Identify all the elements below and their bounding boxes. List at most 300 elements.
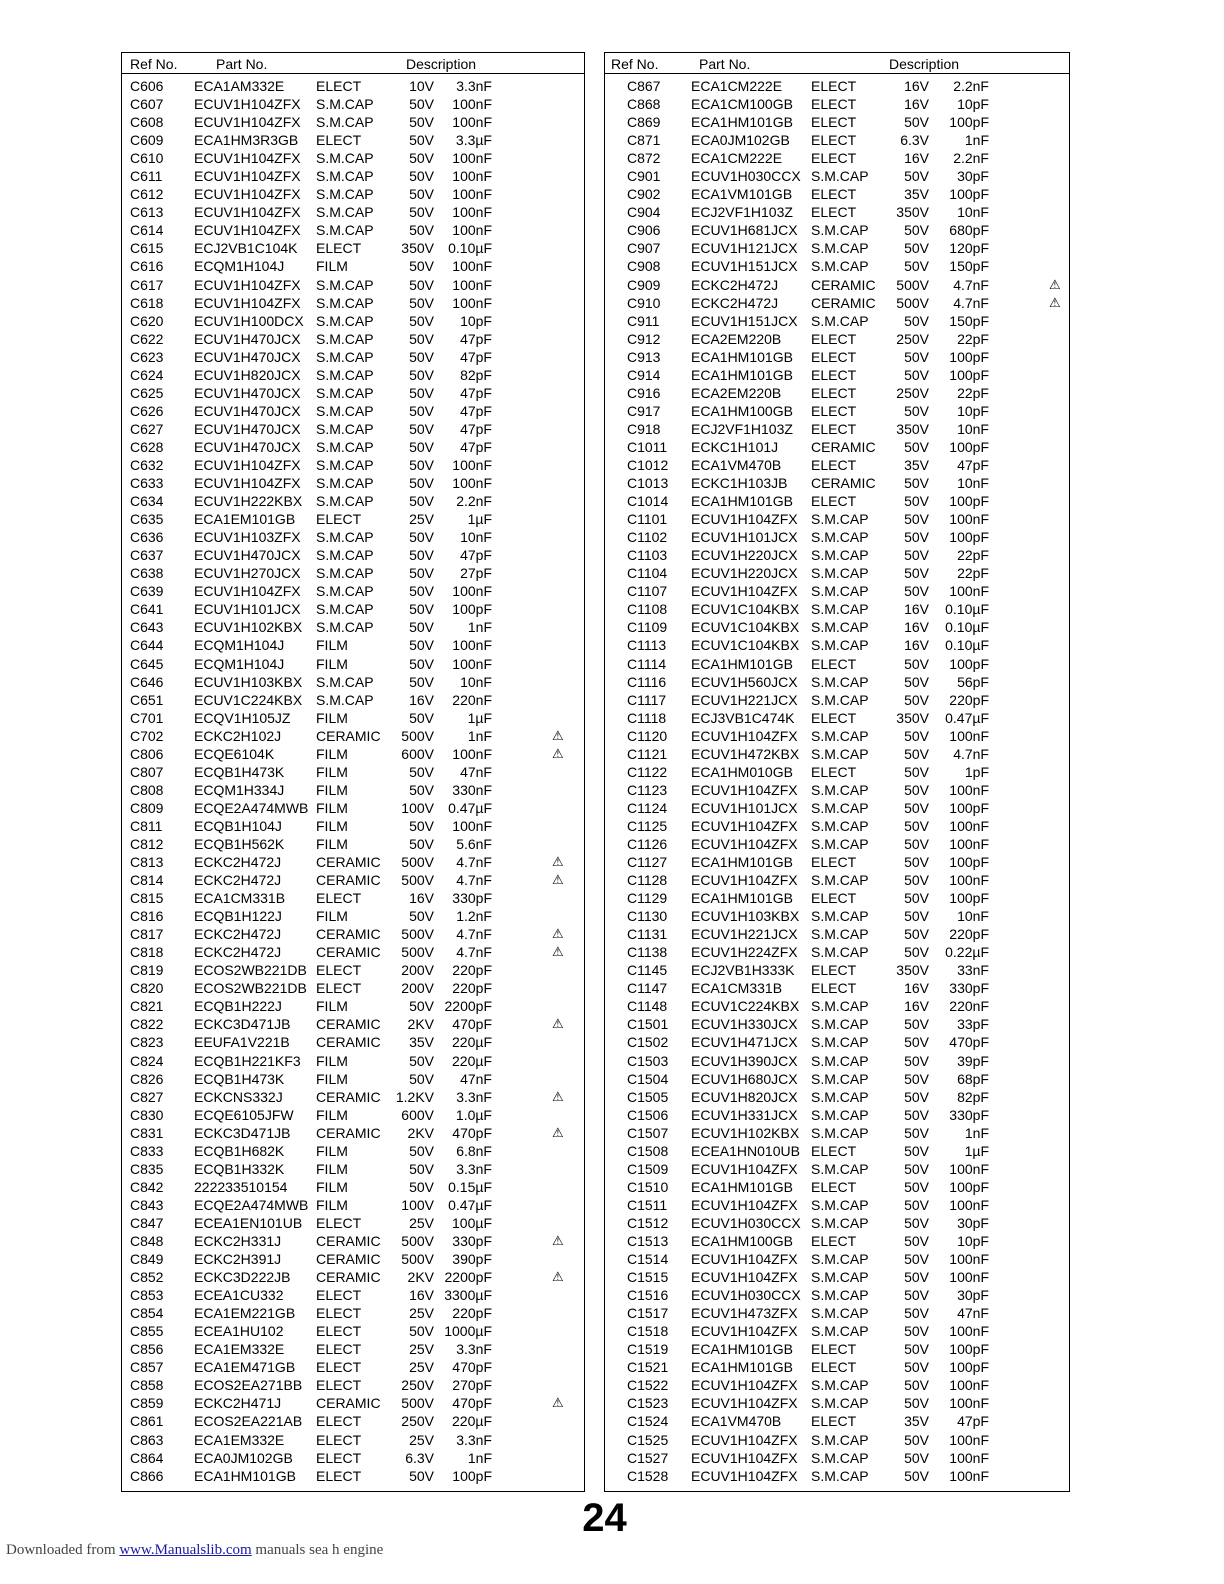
value: 100nF <box>452 294 492 311</box>
ref-no: C1102 <box>627 529 668 546</box>
value: 82pF <box>957 1088 989 1105</box>
component-type: S.M.CAP <box>811 583 869 600</box>
ref-no: C816 <box>130 908 164 925</box>
voltage: 6.3V <box>900 132 929 149</box>
component-type: FILM <box>316 1196 348 1213</box>
value: 10nF <box>957 204 989 221</box>
ref-no: C1505 <box>627 1088 669 1105</box>
part-no: ECA1CM331B <box>691 980 783 997</box>
component-type: S.M.CAP <box>811 168 869 185</box>
value: 100nF <box>949 817 989 834</box>
voltage: 50V <box>904 1160 929 1177</box>
ref-no: C633 <box>130 475 164 492</box>
voltage: 50V <box>904 240 929 257</box>
ref-no: C901 <box>627 168 661 185</box>
component-type: CERAMIC <box>316 1269 381 1286</box>
value: 1nF <box>467 619 492 636</box>
part-no: ECUV1H104ZFX <box>691 1196 798 1213</box>
table-row <box>122 1214 584 1232</box>
part-no: ECKC3D471JB <box>194 1016 291 1033</box>
part-no: ECUV1H104ZFX <box>691 1395 798 1412</box>
voltage: 50V <box>904 1106 929 1123</box>
ref-no: C917 <box>627 402 661 419</box>
ref-no: C824 <box>130 1052 164 1069</box>
voltage: 50V <box>904 1377 929 1394</box>
voltage: 50V <box>409 204 434 221</box>
voltage: 50V <box>904 872 929 889</box>
table-row <box>122 781 584 799</box>
ref-no: C1122 <box>627 763 668 780</box>
table-row <box>122 1033 584 1051</box>
part-no: ECUV1H104ZFX <box>691 583 798 600</box>
ref-no: C826 <box>130 1070 164 1087</box>
component-type: S.M.CAP <box>811 1196 869 1213</box>
component-type: ELECT <box>811 890 857 907</box>
value: 100pF <box>949 114 989 131</box>
part-no: ECUV1H473ZFX <box>691 1305 798 1322</box>
value: 3300µF <box>444 1287 492 1304</box>
part-no: ECA0JM102GB <box>194 1449 293 1466</box>
ref-no: C833 <box>130 1142 164 1159</box>
part-no: ECUV1H104ZFX <box>691 1431 798 1448</box>
voltage: 50V <box>904 890 929 907</box>
part-no: ECA1HM101GB <box>691 854 793 871</box>
value: 100nF <box>452 258 492 275</box>
value: 100nF <box>452 456 492 473</box>
value: 47nF <box>460 1070 492 1087</box>
ref-no: C701 <box>130 709 164 726</box>
part-no: ECKC2H472J <box>691 276 779 293</box>
voltage: 50V <box>409 420 434 437</box>
voltage: 250V <box>896 384 929 401</box>
value: 1nF <box>467 727 492 744</box>
part-no: ECUV1H472KBX <box>691 745 800 762</box>
value: 47pF <box>460 384 492 401</box>
table-row <box>605 1358 1069 1376</box>
voltage: 10V <box>409 78 434 94</box>
ref-no: C1121 <box>627 745 668 762</box>
value: 10nF <box>957 420 989 437</box>
part-no: ECKC3D471JB <box>194 1124 291 1141</box>
ref-no: C618 <box>130 294 164 311</box>
value: 220µF <box>452 1034 492 1051</box>
component-type: S.M.CAP <box>811 511 869 528</box>
table-row <box>122 853 584 871</box>
value: 100nF <box>452 204 492 221</box>
safety-warning-icon: ⚠ <box>552 1233 564 1248</box>
voltage: 25V <box>409 511 434 528</box>
part-no: ECUV1H104ZFX <box>194 186 301 203</box>
component-type: ELECT <box>316 890 362 907</box>
value: 10nF <box>957 908 989 925</box>
part-no: ECUV1H104ZFX <box>691 1269 798 1286</box>
ref-no: C1114 <box>627 655 667 672</box>
page-number: 24 <box>582 1496 627 1540</box>
table-row <box>122 167 584 185</box>
header-description: Description <box>406 56 477 72</box>
value: 10nF <box>460 529 492 546</box>
ref-no: C625 <box>130 384 164 401</box>
component-type: S.M.CAP <box>811 637 869 654</box>
ref-no: C827 <box>130 1088 164 1105</box>
value: 220µF <box>452 1052 492 1069</box>
value: 100nF <box>452 150 492 167</box>
header-part-no: Part No. <box>699 56 751 72</box>
value: 330pF <box>452 1233 492 1249</box>
value: 470pF <box>452 1359 492 1376</box>
table-row <box>605 1376 1069 1394</box>
part-no: ECKC2H472J <box>194 872 282 889</box>
part-no: ECQE2A474MWB <box>194 799 309 816</box>
component-type: S.M.CAP <box>316 601 374 618</box>
table-row <box>122 1160 584 1178</box>
component-type: S.M.CAP <box>811 529 869 546</box>
part-no: ECUV1H270JCX <box>194 565 301 582</box>
ref-no: C1011 <box>627 438 668 455</box>
ref-no: C1124 <box>627 799 668 816</box>
value: 47pF <box>957 1413 989 1430</box>
table-row <box>122 203 584 221</box>
voltage: 50V <box>409 330 434 347</box>
component-type: S.M.CAP <box>811 872 869 889</box>
ref-no: C1510 <box>627 1178 669 1195</box>
part-no: ECUV1H470JCX <box>194 330 301 347</box>
table-row <box>122 763 584 781</box>
component-type: FILM <box>316 908 348 925</box>
value: 220pF <box>949 926 989 943</box>
voltage: 350V <box>896 204 929 221</box>
voltage: 100V <box>401 1196 434 1213</box>
ref-no: C843 <box>130 1196 164 1213</box>
table-row <box>605 1304 1069 1322</box>
voltage: 50V <box>904 475 929 492</box>
component-type: S.M.CAP <box>316 438 374 455</box>
voltage: 500V <box>401 1233 434 1249</box>
part-no: ECUV1H104ZFX <box>194 204 301 221</box>
table-row <box>605 745 1069 763</box>
component-type: S.M.CAP <box>316 348 374 365</box>
voltage: 50V <box>409 547 434 564</box>
voltage: 16V <box>904 980 929 997</box>
part-no: ECOS2WB221DB <box>194 962 307 979</box>
value: 0.47µF <box>448 799 492 816</box>
component-type: ELECT <box>811 709 857 726</box>
safety-warning-icon: ⚠ <box>552 872 564 888</box>
table-row <box>122 961 584 979</box>
voltage: 50V <box>904 1395 929 1412</box>
ref-no: C641 <box>130 601 164 618</box>
component-type: ELECT <box>811 1359 857 1376</box>
value: 470pF <box>452 1395 492 1412</box>
part-no: ECUV1H104ZFX <box>691 1323 798 1340</box>
part-no: ECUV1H104ZFX <box>691 835 798 852</box>
value: 22pF <box>957 547 989 564</box>
value: 6.8nF <box>456 1142 492 1159</box>
voltage: 50V <box>409 1070 434 1087</box>
part-no: ECA1EM471GB <box>194 1359 296 1376</box>
value: 1nF <box>467 1449 492 1466</box>
voltage: 50V <box>904 1196 929 1213</box>
value: 330nF <box>452 781 492 798</box>
part-no: ECKC2H102J <box>194 727 282 744</box>
value: 100nF <box>949 781 989 798</box>
ref-no: C1515 <box>627 1269 669 1286</box>
voltage: 50V <box>409 1467 434 1484</box>
component-type: CERAMIC <box>316 727 381 744</box>
component-type: ELECT <box>811 96 857 113</box>
table-header <box>122 53 584 74</box>
voltage: 50V <box>904 1142 929 1159</box>
value: 100pF <box>452 1467 492 1484</box>
part-no: ECA1HM3R3GB <box>194 132 299 149</box>
ref-no: C1518 <box>627 1323 669 1340</box>
component-type: ELECT <box>316 1323 362 1340</box>
value: 0.47µF <box>945 709 989 726</box>
component-type: S.M.CAP <box>316 276 374 293</box>
table-row <box>122 474 584 492</box>
voltage: 50V <box>409 835 434 852</box>
component-type: CERAMIC <box>811 294 876 311</box>
value: 27pF <box>460 565 492 582</box>
table-row <box>122 131 584 149</box>
table-row <box>605 1088 1069 1106</box>
component-type: S.M.CAP <box>316 384 374 401</box>
voltage: 50V <box>904 1088 929 1105</box>
component-type: S.M.CAP <box>811 745 869 762</box>
component-type: S.M.CAP <box>316 312 374 329</box>
header-ref-no: Ref No. <box>611 56 659 72</box>
voltage: 50V <box>409 817 434 834</box>
voltage: 500V <box>401 1395 434 1412</box>
component-type: ELECT <box>811 132 857 149</box>
ref-no: C702 <box>130 727 164 744</box>
ref-no: C1117 <box>627 691 667 708</box>
value: 56pF <box>957 673 989 690</box>
value: 47pF <box>460 547 492 564</box>
value: 100nF <box>949 1395 989 1412</box>
ref-no: C638 <box>130 565 164 582</box>
header-description: Description <box>889 56 960 72</box>
ref-no: C1127 <box>627 854 668 871</box>
value: 100nF <box>452 168 492 185</box>
part-no: ECUV1H820JCX <box>194 366 301 383</box>
table-row <box>122 456 584 474</box>
ref-no: C916 <box>627 384 661 401</box>
part-no: ECUV1H104ZFX <box>194 276 301 293</box>
table-row <box>122 709 584 727</box>
safety-warning-icon: ⚠ <box>552 944 564 960</box>
voltage: 50V <box>409 1052 434 1069</box>
part-no: ECA1HM100GB <box>691 402 793 419</box>
voltage: 16V <box>904 96 929 113</box>
ref-no: C1128 <box>627 872 668 889</box>
value: 1.2nF <box>456 908 492 925</box>
voltage: 50V <box>904 1052 929 1069</box>
value: 10nF <box>460 673 492 690</box>
component-type: FILM <box>316 745 348 762</box>
ref-no: C617 <box>130 276 164 293</box>
component-type: ELECT <box>316 1287 362 1304</box>
component-type: S.M.CAP <box>811 781 869 798</box>
voltage: 50V <box>904 366 929 383</box>
value: 4.7nF <box>456 872 492 889</box>
component-type: ELECT <box>811 366 857 383</box>
ref-no: C866 <box>130 1467 164 1484</box>
ref-no: C612 <box>130 186 164 203</box>
ref-no: C626 <box>130 402 164 419</box>
voltage: 50V <box>904 1305 929 1322</box>
part-no: ECQE6105JFW <box>194 1106 294 1123</box>
part-no: ECA1CM222E <box>691 78 783 94</box>
part-no: ECA1HM101GB <box>691 114 793 131</box>
component-type: S.M.CAP <box>811 1287 869 1304</box>
component-type: S.M.CAP <box>316 114 374 131</box>
part-no: ECA1HM101GB <box>691 348 793 365</box>
voltage: 16V <box>409 691 434 708</box>
part-no: ECKC2H472J <box>194 944 282 961</box>
voltage: 35V <box>409 1034 434 1051</box>
ref-no: C872 <box>627 150 661 167</box>
component-type: CERAMIC <box>316 1088 381 1105</box>
value: 220µF <box>452 1413 492 1430</box>
ref-no: C908 <box>627 258 661 275</box>
value: 4.7nF <box>456 854 492 871</box>
table-row <box>605 727 1069 745</box>
value: 3.3nF <box>456 78 492 94</box>
ref-no: C914 <box>627 366 661 383</box>
table-row <box>605 979 1069 997</box>
component-type: S.M.CAP <box>811 258 869 275</box>
table-row <box>122 799 584 817</box>
component-type: CERAMIC <box>316 944 381 961</box>
part-no: ECA1CM100GB <box>691 96 793 113</box>
value: 1000µF <box>444 1323 492 1340</box>
part-no: ECUV1H104ZFX <box>691 1251 798 1268</box>
value: 680pF <box>949 222 989 239</box>
component-type: FILM <box>316 709 348 726</box>
table-row <box>122 817 584 835</box>
value: 330pF <box>949 980 989 997</box>
voltage: 50V <box>409 565 434 582</box>
ref-no: C616 <box>130 258 164 275</box>
part-no: ECOS2WB221DB <box>194 980 307 997</box>
component-type: S.M.CAP <box>316 493 374 510</box>
voltage: 50V <box>904 1467 929 1484</box>
value: 100pF <box>949 655 989 672</box>
safety-warning-icon: ⚠ <box>1049 276 1061 292</box>
part-no: ECUV1H221JCX <box>691 926 798 943</box>
component-type: S.M.CAP <box>811 1034 869 1051</box>
ref-no: C1522 <box>627 1377 669 1394</box>
ref-no: C821 <box>130 998 164 1015</box>
ref-no: C823 <box>130 1034 164 1051</box>
value: 0.10µF <box>945 601 989 618</box>
table-row <box>605 1394 1069 1412</box>
component-type: S.M.CAP <box>811 1305 869 1322</box>
value: 47pF <box>460 420 492 437</box>
ref-no: C1506 <box>627 1106 669 1123</box>
ref-no: C611 <box>130 168 163 185</box>
part-no: ECQM1H334J <box>194 781 285 798</box>
table-row <box>605 1412 1069 1430</box>
ref-no: C1507 <box>627 1124 669 1141</box>
table-row <box>122 1250 584 1268</box>
part-no: ECKC2H472J <box>194 854 282 871</box>
table-row <box>605 799 1069 817</box>
ref-no: C1521 <box>627 1359 669 1376</box>
table-row <box>605 167 1069 185</box>
part-no: ECQE2A474MWB <box>194 1196 309 1213</box>
voltage: 50V <box>409 222 434 239</box>
voltage: 16V <box>904 619 929 636</box>
table-row <box>605 438 1069 456</box>
voltage: 500V <box>401 872 434 889</box>
voltage: 50V <box>409 583 434 600</box>
voltage: 50V <box>409 366 434 383</box>
voltage: 50V <box>409 132 434 149</box>
table-row <box>122 1376 584 1394</box>
value: 3.3nF <box>456 1341 492 1358</box>
voltage: 50V <box>409 908 434 925</box>
component-type: FILM <box>316 763 348 780</box>
value: 100nF <box>949 1377 989 1394</box>
component-type: CERAMIC <box>316 1016 381 1033</box>
voltage: 200V <box>401 962 434 979</box>
part-no: ECUV1H224ZFX <box>691 944 798 961</box>
voltage: 50V <box>904 908 929 925</box>
ref-no: C868 <box>627 96 661 113</box>
ref-no: C1104 <box>627 565 668 582</box>
component-type: FILM <box>316 655 348 672</box>
ref-no: C863 <box>130 1431 164 1448</box>
ref-no: C639 <box>130 583 164 600</box>
component-type: ELECT <box>811 186 857 203</box>
component-type: FILM <box>316 835 348 852</box>
table-row <box>122 1304 584 1322</box>
component-type: S.M.CAP <box>811 222 869 239</box>
value: 47pF <box>957 456 989 473</box>
voltage: 500V <box>896 276 929 293</box>
voltage: 350V <box>896 420 929 437</box>
table-row <box>122 366 584 384</box>
ref-no: C606 <box>130 78 164 94</box>
voltage: 25V <box>409 1214 434 1231</box>
table-row <box>605 546 1069 564</box>
component-type: ELECT <box>316 1467 362 1484</box>
part-no: 222233510154 <box>194 1178 288 1195</box>
table-row <box>605 1160 1069 1178</box>
value: 3.3µF <box>455 132 492 149</box>
table-row <box>605 673 1069 691</box>
safety-warning-icon: ⚠ <box>552 1395 564 1411</box>
component-type: S.M.CAP <box>811 998 869 1015</box>
table-row <box>605 835 1069 853</box>
part-no: ECUV1H470JCX <box>194 348 301 365</box>
manualslib-link[interactable]: www.Manualslib.com <box>119 1542 252 1558</box>
part-no: ECUV1C224KBX <box>194 691 303 708</box>
voltage: 25V <box>409 1431 434 1448</box>
value: 470pF <box>452 1016 492 1033</box>
part-no: ECUV1H220JCX <box>691 565 798 582</box>
ref-no: C1145 <box>627 962 668 979</box>
value: 0.15µF <box>448 1178 492 1195</box>
value: 470pF <box>452 1124 492 1141</box>
component-type: S.M.CAP <box>811 835 869 852</box>
ref-no: C610 <box>130 150 164 167</box>
header-part-no: Part No. <box>216 56 268 72</box>
component-type: S.M.CAP <box>811 1106 869 1123</box>
value: 100nF <box>949 1323 989 1340</box>
